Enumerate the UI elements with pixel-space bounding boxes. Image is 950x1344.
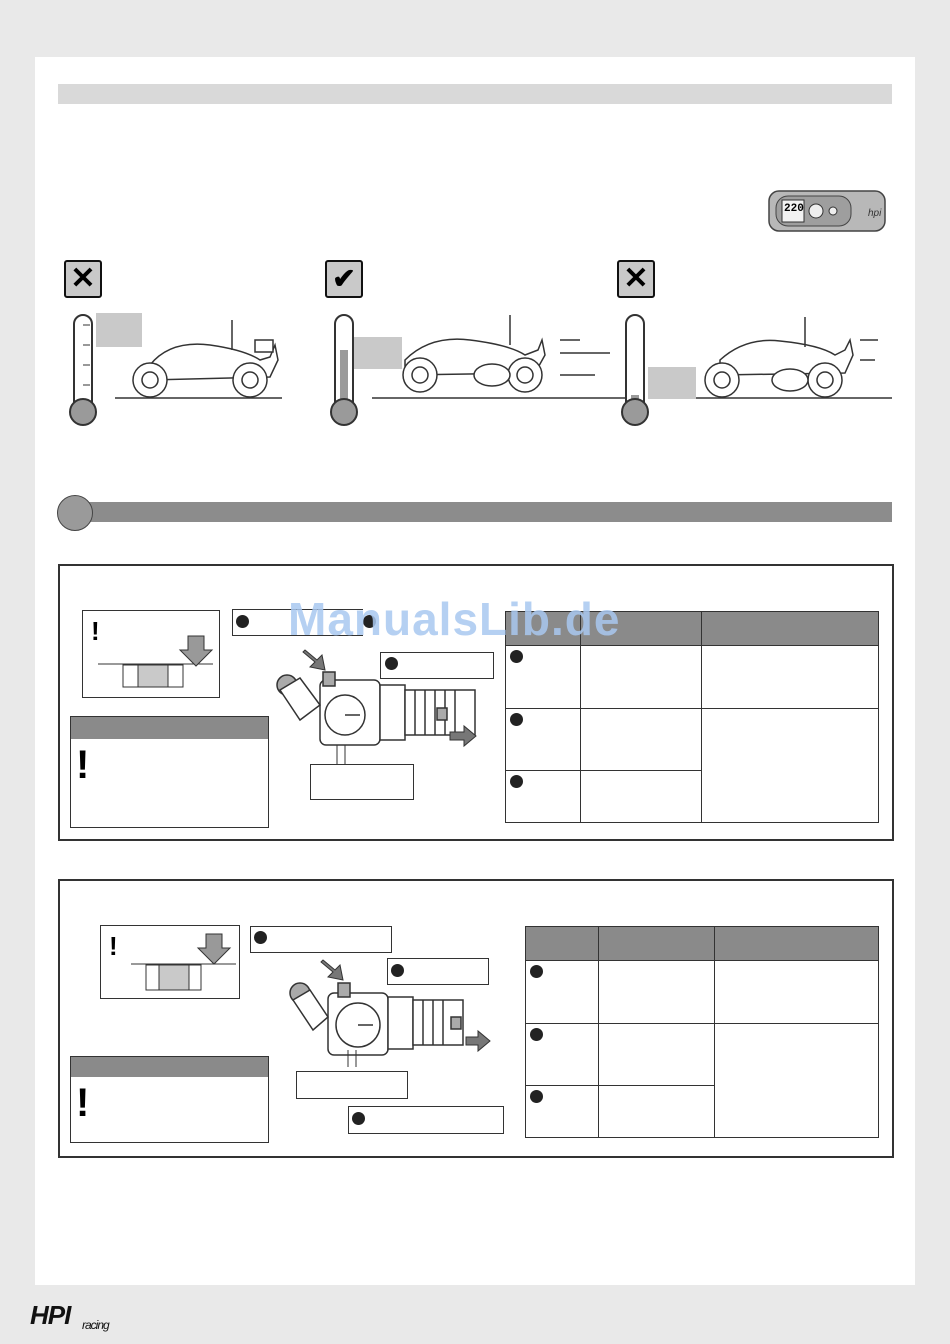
temperature-gauge-device [768, 190, 886, 232]
mark-symbol: ✔ [332, 263, 356, 294]
incorrect-mark-icon [64, 260, 102, 298]
temp-label-box [648, 367, 696, 399]
screw-flush-diagram [131, 931, 241, 996]
needle-a-cell [506, 646, 581, 709]
needle-c-cell [526, 1086, 599, 1138]
temperature-readout: 220 [784, 203, 804, 215]
note-header [71, 717, 268, 739]
needle-c-cell [506, 771, 581, 823]
caution-icon: ! [91, 616, 100, 646]
callout-box [250, 926, 392, 953]
caution-icon: ! [109, 931, 118, 961]
mark-symbol: ✕ [623, 262, 649, 295]
carburetor-diagram [275, 640, 485, 770]
hpi-racing-logo [30, 1300, 109, 1332]
caution-icon: ! [76, 1081, 90, 1125]
mark-symbol: ✕ [70, 262, 96, 295]
watermark-text: ManualsLib.de [288, 593, 621, 645]
logo-sub: racing [82, 1318, 109, 1332]
thermometer-ideal-icon [331, 315, 357, 425]
caution-box [100, 925, 240, 999]
buggy-with-heavy-smoke-illustration [696, 317, 892, 398]
screw-flush-diagram [93, 631, 218, 691]
temp-label-box [96, 313, 142, 347]
section-header-bar [58, 84, 892, 104]
carburetor-diagram [288, 955, 493, 1070]
adjustment-table-2 [525, 926, 879, 1138]
buggy-with-smoke-illustration [372, 315, 640, 398]
temp-label-box [354, 337, 402, 369]
note-box [70, 1056, 269, 1143]
caution-box [82, 610, 220, 698]
callout-marker-a [254, 931, 267, 944]
thermometer-hot-icon [622, 315, 648, 425]
caution-icon: ! [76, 743, 90, 787]
thermometer-cold-icon [70, 315, 96, 425]
incorrect-mark-icon [617, 260, 655, 298]
needle-b-cell [526, 1024, 599, 1086]
section-bar [75, 502, 892, 522]
note-box [70, 716, 269, 828]
logo-brand: HPI [30, 1300, 71, 1330]
measurement-box [296, 1071, 408, 1099]
svg-text:hpi: hpi [868, 208, 882, 219]
needle-b-cell [506, 709, 581, 771]
note-header [71, 1057, 268, 1077]
callout-marker-c [352, 1112, 365, 1125]
correct-mark-icon [325, 260, 363, 298]
section-number-badge [57, 495, 93, 531]
callout-marker-a [236, 615, 249, 628]
needle-a-cell [526, 961, 599, 1024]
callout-box [348, 1106, 504, 1134]
engine-temperature-scenarios [60, 305, 900, 435]
